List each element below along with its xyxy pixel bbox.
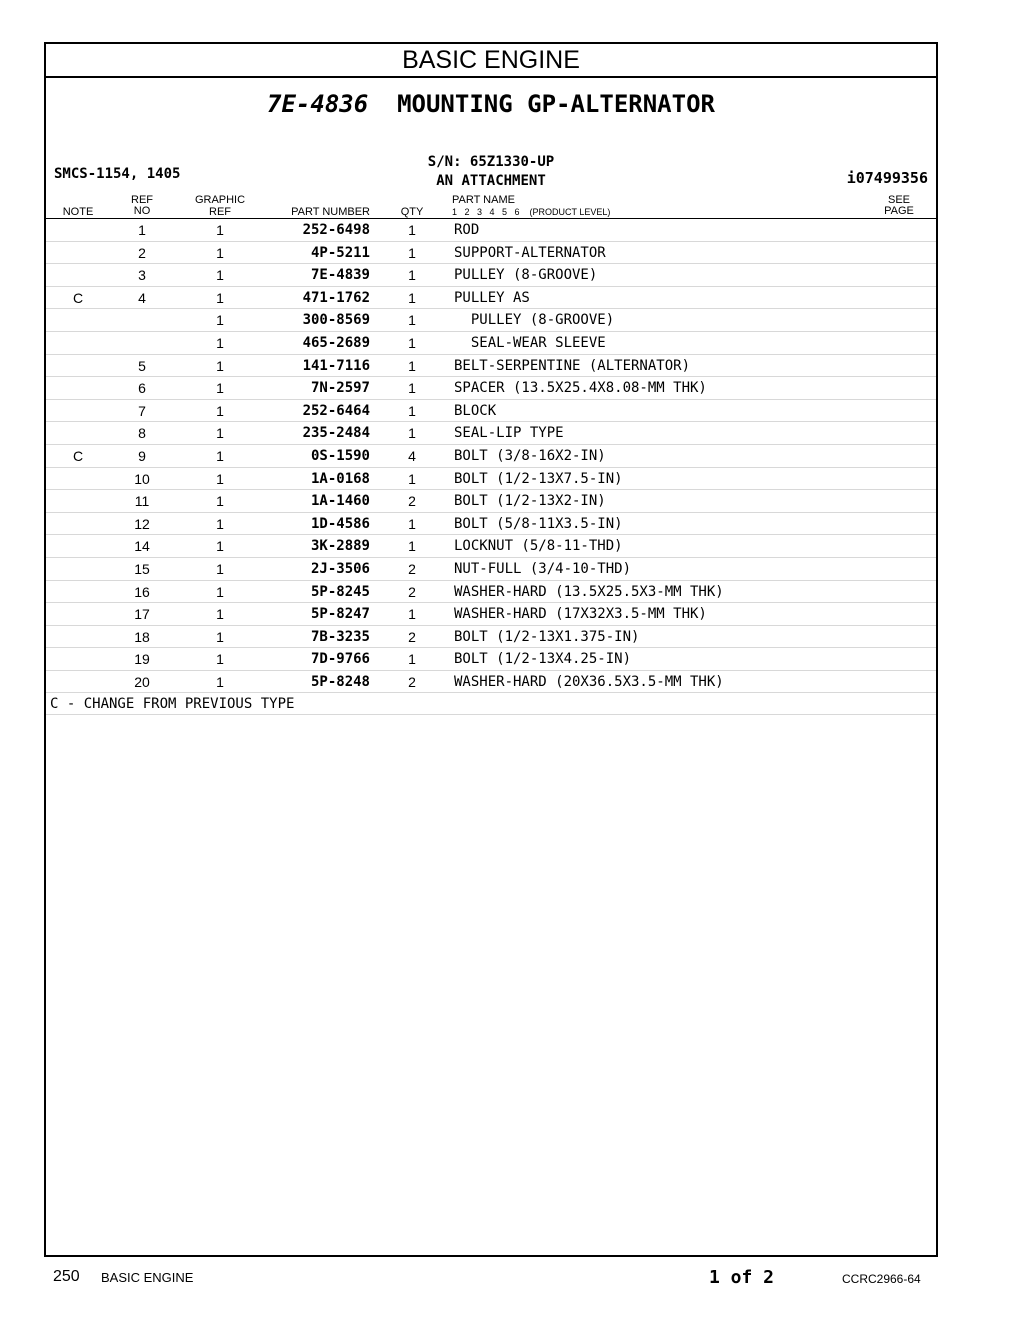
part-number-cell: 1A-0168: [310, 470, 370, 487]
ref-no-cell: 2: [138, 244, 146, 261]
ref-no-cell: 16: [134, 583, 150, 600]
part-name-cell: LOCKNUT (5/8-11-THD): [454, 538, 623, 555]
part-name-cell: PULLEY AS: [454, 289, 530, 306]
part-name-cell: NUT-FULL (3/4-10-THD): [454, 560, 632, 577]
col-see-page-1: SEE: [887, 194, 910, 206]
part-number-cell: 141-7116: [302, 357, 370, 374]
table-row: [46, 535, 936, 558]
graphic-ref-cell: 1: [216, 470, 224, 487]
graphic-ref-cell: 1: [216, 425, 224, 442]
attachment-label: AN ATTACHMENT: [436, 173, 546, 189]
graphic-ref-cell: 1: [216, 651, 224, 668]
footer-doc-code: CCRC2966-64: [842, 1272, 921, 1286]
part-number-cell: 1D-4586: [310, 515, 370, 532]
part-name-cell: BOLT (5/8-11X3.5-IN): [454, 515, 623, 532]
part-number-cell: 2J-3506: [310, 560, 370, 577]
part-name-cell: BELT-SERPENTINE (ALTERNATOR): [454, 357, 691, 374]
part-number-cell: 7E-4839: [310, 267, 370, 284]
qty-cell: 1: [408, 425, 416, 442]
part-name-cell: PULLEY (8-GROOVE): [454, 267, 598, 284]
ref-no-cell: 9: [138, 447, 146, 464]
parts-table: [46, 219, 936, 715]
qty-cell: 2: [408, 560, 416, 577]
qty-cell: 1: [408, 357, 416, 374]
ref-no-cell: 14: [134, 538, 150, 555]
part-number-cell: 1A-1460: [310, 493, 370, 510]
qty-cell: 1: [408, 515, 416, 532]
table-row: [46, 332, 936, 355]
table-row: [46, 377, 936, 400]
part-name-cell: PULLEY (8-GROOVE): [454, 312, 615, 329]
part-name-cell: BOLT (1/2-13X1.375-IN): [454, 628, 640, 645]
col-ref-1: REF: [131, 194, 153, 206]
graphic-ref-cell: 1: [216, 515, 224, 532]
legend-text: C - CHANGE FROM PREVIOUS TYPE: [50, 696, 295, 713]
part-name-cell: SPACER (13.5X25.4X8.08-MM THK): [454, 380, 707, 397]
part-number-cell: 4P-5211: [310, 244, 370, 261]
ref-no-cell: 18: [134, 628, 150, 645]
graphic-ref-cell: 1: [216, 628, 224, 645]
ref-no-cell: 15: [134, 560, 150, 577]
graphic-ref-cell: 1: [216, 606, 224, 623]
graphic-ref-cell: 1: [216, 312, 224, 329]
ref-no-cell: 12: [134, 515, 150, 532]
note-cell: C: [72, 289, 84, 306]
illustration-id: i07499356: [846, 169, 928, 187]
qty-cell: 1: [408, 334, 416, 351]
qty-cell: 1: [408, 244, 416, 261]
part-number-cell: 471-1762: [302, 289, 370, 306]
table-row: [46, 513, 936, 536]
col-part-number: PART NUMBER: [291, 206, 370, 218]
table-row: [46, 468, 936, 491]
graphic-ref-cell: 1: [216, 673, 224, 690]
table-row: [46, 355, 936, 378]
part-number-cell: 0S-1590: [310, 447, 370, 464]
graphic-ref-cell: 1: [216, 357, 224, 374]
note-cell: C: [72, 447, 84, 464]
footer-page-number: 250: [53, 1268, 80, 1285]
qty-cell: 1: [408, 606, 416, 623]
graphic-ref-cell: 1: [216, 289, 224, 306]
ref-no-cell: 20: [134, 673, 150, 690]
serial-range: S/N: 65Z1330-UP: [427, 154, 555, 170]
qty-cell: 4: [408, 447, 416, 464]
graphic-ref-cell: 1: [216, 244, 224, 261]
part-name-cell: SEAL-WEAR SLEEVE: [454, 334, 606, 351]
graphic-ref-cell: 1: [216, 222, 224, 238]
col-part-name: PART NAME: [452, 194, 515, 206]
col-graphic-2: REF: [209, 206, 231, 218]
ref-no-cell: 10: [134, 470, 150, 487]
smcs-codes: SMCS-1154, 1405: [54, 166, 181, 182]
ref-no-cell: 1: [138, 222, 146, 238]
table-row: [46, 242, 936, 265]
table-row: [46, 671, 936, 694]
part-number-cell: 3K-2889: [310, 538, 370, 555]
part-number-cell: 7D-9766: [310, 651, 370, 668]
table-row: [46, 581, 936, 604]
group-name: MOUNTING GP-ALTERNATOR: [397, 90, 715, 118]
group-number: 7E-4836: [267, 90, 369, 118]
qty-cell: 2: [408, 628, 416, 645]
page-frame: [44, 42, 938, 1257]
table-row: [46, 626, 936, 649]
table-row: [46, 400, 936, 423]
part-number-cell: 5P-8245: [310, 583, 370, 600]
ref-no-cell: 8: [138, 425, 146, 442]
part-number-cell: 465-2689: [302, 334, 370, 351]
part-name-cell: BOLT (1/2-13X2-IN): [454, 493, 606, 510]
part-name-cell: WASHER-HARD (17X32X3.5-MM THK): [454, 606, 707, 623]
part-name-cell: ROD: [454, 222, 480, 238]
graphic-ref-cell: 1: [216, 538, 224, 555]
part-name-cell: WASHER-HARD (13.5X25.5X3-MM THK): [454, 583, 724, 600]
qty-cell: 2: [408, 583, 416, 600]
section-title: BASIC ENGINE: [46, 44, 936, 78]
graphic-ref-cell: 1: [216, 493, 224, 510]
col-ref-2: NO: [133, 205, 151, 217]
col-qty: QTY: [400, 206, 424, 218]
ref-no-cell: 3: [138, 267, 146, 284]
table-row: [46, 264, 936, 287]
qty-cell: 1: [408, 267, 416, 284]
col-product-levels: 1 2 3 4 5 6 (PRODUCT LEVEL): [452, 207, 611, 217]
qty-cell: 1: [408, 402, 416, 419]
col-graphic-1: GRAPHIC: [194, 194, 246, 206]
part-name-cell: SEAL-LIP TYPE: [454, 425, 564, 442]
table-row: [46, 287, 936, 310]
qty-cell: 1: [408, 312, 416, 329]
part-number-cell: 5P-8248: [310, 673, 370, 690]
table-row: [46, 558, 936, 581]
ref-no-cell: 5: [138, 357, 146, 374]
part-number-cell: 7N-2597: [310, 380, 370, 397]
qty-cell: 1: [408, 380, 416, 397]
qty-cell: 1: [408, 470, 416, 487]
ref-no-cell: 4: [138, 289, 146, 306]
group-title: [46, 90, 936, 118]
ref-no-cell: 7: [138, 402, 146, 419]
part-number-cell: 252-6498: [302, 222, 370, 238]
graphic-ref-cell: 1: [216, 402, 224, 419]
qty-cell: 2: [408, 673, 416, 690]
table-row: [46, 309, 936, 332]
ref-no-cell: 19: [134, 651, 150, 668]
table-row: [46, 490, 936, 513]
part-number-cell: 7B-3235: [310, 628, 370, 645]
part-name-cell: SUPPORT-ALTERNATOR: [454, 244, 606, 261]
qty-cell: 1: [408, 651, 416, 668]
graphic-ref-cell: 1: [216, 380, 224, 397]
legend-row: [46, 693, 936, 715]
table-row: [46, 603, 936, 626]
column-headers: [46, 194, 936, 219]
qty-cell: 1: [408, 538, 416, 555]
qty-cell: 2: [408, 493, 416, 510]
part-number-cell: 300-8569: [302, 312, 370, 329]
ref-no-cell: 17: [134, 606, 150, 623]
part-number-cell: 235-2484: [302, 425, 370, 442]
table-row: [46, 219, 936, 242]
col-see-page-2: PAGE: [884, 205, 914, 217]
qty-cell: 1: [408, 222, 416, 238]
graphic-ref-cell: 1: [216, 447, 224, 464]
graphic-ref-cell: 1: [216, 583, 224, 600]
table-row: [46, 422, 936, 445]
part-name-cell: BOLT (1/2-13X4.25-IN): [454, 651, 632, 668]
table-row: [46, 648, 936, 671]
footer-section: BASIC ENGINE: [101, 1270, 194, 1285]
qty-cell: 1: [408, 289, 416, 306]
part-name-cell: BOLT (1/2-13X7.5-IN): [454, 470, 623, 487]
graphic-ref-cell: 1: [216, 334, 224, 351]
part-name-cell: BLOCK: [454, 402, 497, 419]
part-number-cell: 5P-8247: [310, 606, 370, 623]
table-row: [46, 445, 936, 468]
footer-page-of: 1 of 2: [709, 1267, 775, 1288]
part-name-cell: WASHER-HARD (20X36.5X3.5-MM THK): [454, 673, 724, 690]
part-number-cell: 252-6464: [302, 402, 370, 419]
part-name-cell: BOLT (3/8-16X2-IN): [454, 447, 606, 464]
col-note: NOTE: [62, 206, 94, 218]
ref-no-cell: 6: [138, 380, 146, 397]
ref-no-cell: 11: [134, 493, 150, 510]
graphic-ref-cell: 1: [216, 267, 224, 284]
graphic-ref-cell: 1: [216, 560, 224, 577]
